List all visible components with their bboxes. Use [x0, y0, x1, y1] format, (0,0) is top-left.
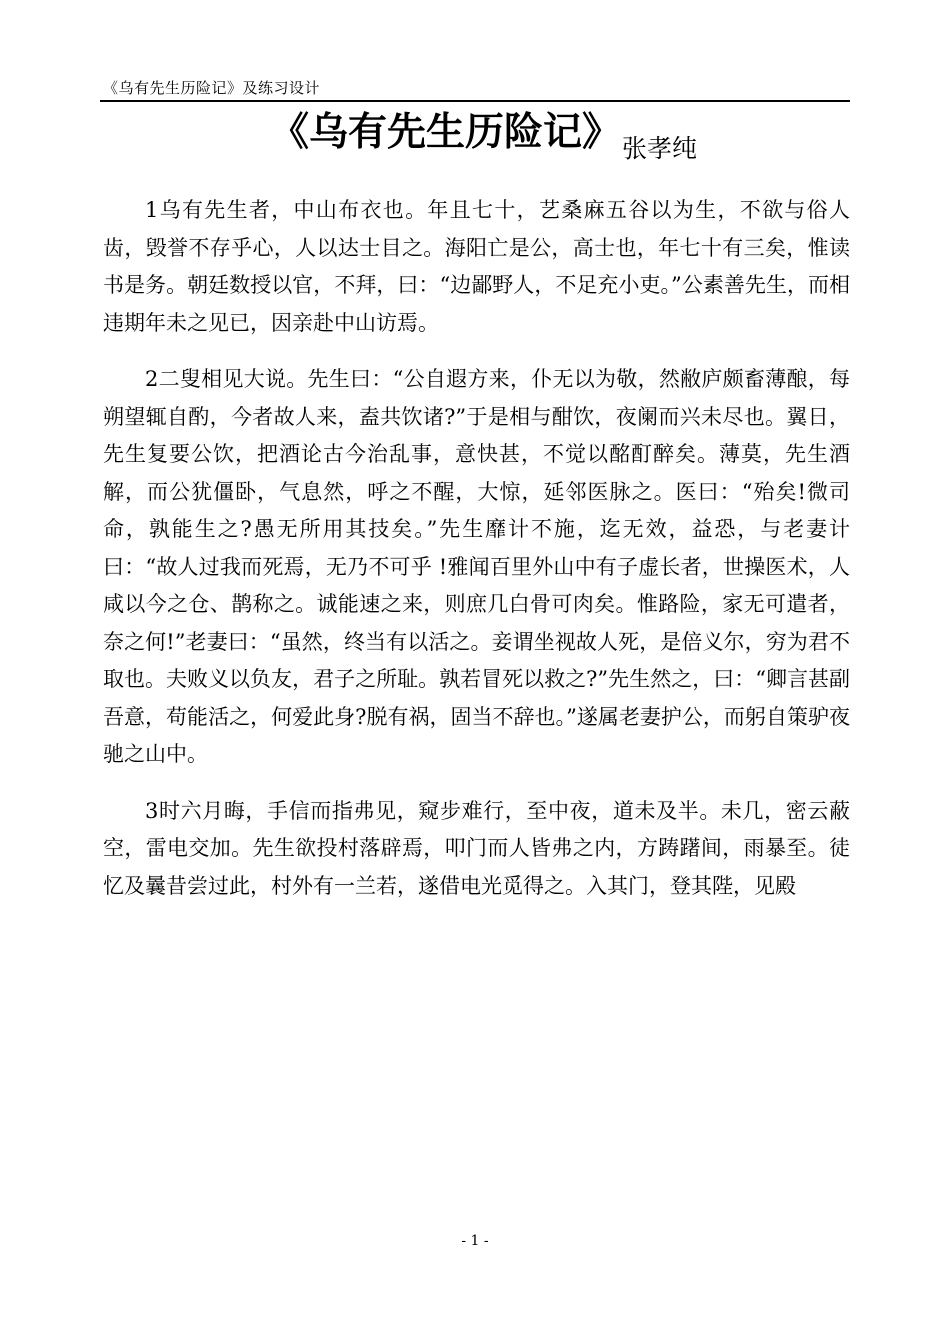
document-body: [103, 192, 850, 924]
paragraph-1: 1乌有先生者，中山布衣也。年且七十，艺桑麻五谷以为生，不欲与俗人齿，毁誉不存乎心，人以达士目之。海阳亡是公，高士也，年七十有三矣，惟读书是务。朝廷数授以官，不拜，曰：“边鄙野人，不足充小吏。”公素善先生，而相违期年未之见已，因亲赴中山访焉。: [103, 198, 850, 335]
document-title: 《乌有先生历险记》: [270, 109, 622, 155]
document-author: 张孝纯: [622, 134, 698, 163]
title-block: [100, 104, 850, 174]
header-rule: [100, 100, 850, 102]
paragraph-3: 3时六月晦，手信而指弗见，窥步难行，至中夜，道未及半。未几，密云蔽空，雷电交加。先生欲投村落辟焉，叩门而人皆弗之内，方踌躇间，雨暴至。徒忆及曩昔尝过此，村外有一兰若，遂借电光觅得之。入其门，登其陛，见殿: [103, 798, 850, 898]
page-number: - 1 -: [461, 1233, 489, 1249]
paragraph-2: 2二叟相见大说。先生曰：“公自遐方来，仆无以为敬，然敝庐颇畜薄酿，每朔望辄自酌，今者故人来，盍共饮诸?”于是相与酣饮，夜阑而兴未尽也。翼日，先生复要公饮，把酒论古今治乱事，意快甚，不觉以酩酊醉矣。薄莫，先生酒解，而公犹僵卧，气息然，呼之不醒，大惊，延邻医脉之。医曰：“殆矣!微司命，孰能生之?愚无所用其技矣。”先生靡计不施，迄无效，益恐，与老妻计曰：“故人过我而死焉，无乃不可乎 !雅闻百里外山中有子虚长者，世操医术，人咸以今之仓、鹊称之。诚能速之来，则庶几白骨可肉矣。惟路险，家无可遣者，奈之何!”老妻曰：“虽然，终当有以活之。妾谓坐视故人死，是倍义尔，穷为君不取也。夫败义以负友，君子之所耻。孰若冒死以救之?”先生然之，曰：“卿言甚副吾意，苟能活之，何爱此身?脱有祸，固当不辞也。”遂属老妻护公，而躬自策驴夜驰之山中。: [103, 367, 850, 766]
running-header: 《乌有先生历险记》及练习设计: [103, 79, 321, 97]
